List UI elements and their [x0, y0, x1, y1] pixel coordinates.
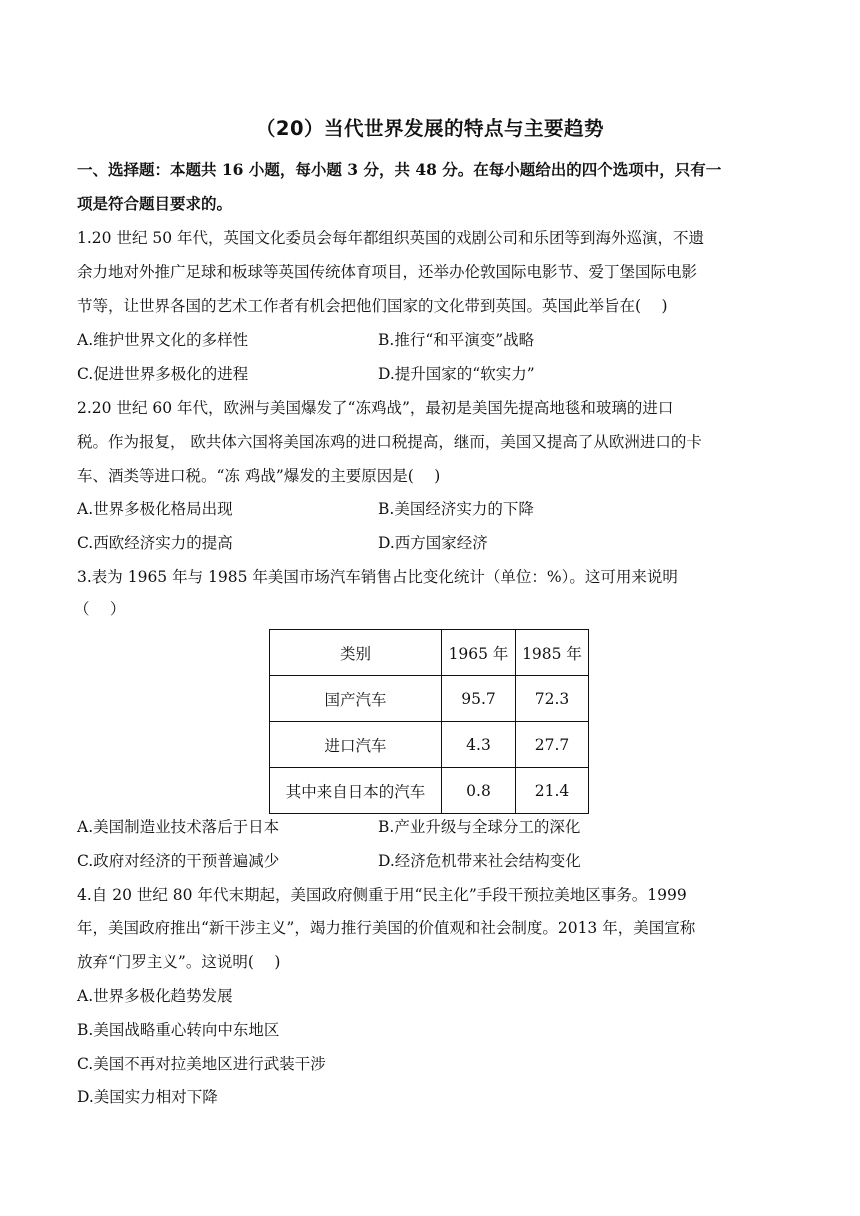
table-row [270, 768, 589, 814]
question-2-option-b[interactable]: B.美国经济实力的下降 [378, 500, 534, 518]
section-header-line-2: 项是符合题目要求的。 [77, 194, 233, 213]
question-2-option-a[interactable]: A.世界多极化格局出现 [77, 500, 233, 518]
question-2-options-row-2 [77, 533, 789, 553]
question-1-option-c[interactable]: C.促进世界多极化的进程 [77, 365, 249, 383]
question-2-options-row-1 [77, 499, 789, 519]
question-4-line-3: 放弃“门罗主义”。这说明( ) [77, 953, 281, 971]
table-cell: 国产汽车 [270, 676, 442, 722]
question-3-line-2: （ ） [74, 600, 126, 618]
section-header-line-1: 一、选择题：本题共 16 小题，每小题 3 分，共 48 分。在每小题给出的四个选项中，只有一 [77, 160, 722, 179]
question-3-option-c[interactable]: C.政府对经济的干预普遍减少 [77, 852, 280, 870]
table-header-cell: 1965 年 [442, 630, 516, 676]
table-cell: 4.3 [442, 722, 516, 768]
question-3-option-b[interactable]: B.产业升级与全球分工的深化 [378, 818, 581, 836]
question-4-option-b[interactable]: B.美国战略重心转向中东地区 [77, 1021, 280, 1039]
question-2-line-2: 税。作为报复， 欧共体六国将美国冻鸡的进口税提高，继而，美国又提高了从欧洲进口的卡 [77, 433, 702, 451]
table-cell: 95.7 [442, 676, 516, 722]
question-3-option-a[interactable]: A.美国制造业技术落后于日本 [77, 818, 280, 836]
table-cell: 21.4 [516, 768, 589, 814]
question-1-line-3: 节等，让世界各国的艺术工作者有机会把他们国家的文化带到英国。英国此举旨在( ) [77, 297, 668, 315]
table-row [270, 676, 589, 722]
question-4-option-c[interactable]: C.美国不再对拉美地区进行武装干涉 [77, 1055, 326, 1073]
question-2-option-c[interactable]: C.西欧经济实力的提高 [77, 534, 233, 552]
question-1-options-row-1 [77, 330, 789, 350]
table-cell: 27.7 [516, 722, 589, 768]
table-cell: 72.3 [516, 676, 589, 722]
table-row [270, 722, 589, 768]
table-header-cell: 1985 年 [516, 630, 589, 676]
question-3-options-row-2 [77, 851, 789, 871]
question-4-option-d[interactable]: D.美国实力相对下降 [77, 1088, 218, 1106]
question-2-option-d[interactable]: D.西方国家经济 [378, 534, 488, 552]
table-cell: 其中来自日本的汽车 [270, 768, 442, 814]
question-2-line-1: 2.20 世纪 60 年代，欧洲与美国爆发了“冻鸡战”，最初是美国先提高地毯和玻璃的进口 [77, 399, 674, 417]
question-3-line-1: 3.表为 1965 年与 1985 年美国市场汽车销售占比变化统计（单位：%）。这可用来说明 [77, 568, 678, 586]
page-title: （20）当代世界发展的特点与主要趋势 [255, 117, 605, 140]
question-1-option-d[interactable]: D.提升国家的“软实力” [378, 365, 535, 383]
table-header-cell: 类别 [270, 630, 442, 676]
question-2-line-3: 车、酒类等进口税。“冻 鸡战”爆发的主要原因是( ) [77, 467, 441, 485]
sales-share-table [269, 629, 589, 814]
question-1-option-b[interactable]: B.推行“和平演变”战略 [378, 331, 535, 349]
question-1-line-2: 余力地对外推广足球和板球等英国传统体育项目，还举办伦敦国际电影节、爱丁堡国际电影 [77, 263, 698, 281]
table-cell: 进口汽车 [270, 722, 442, 768]
table-header-row [270, 630, 589, 676]
table-cell: 0.8 [442, 768, 516, 814]
question-4-line-2: 年，美国政府推出“新干涉主义”，竭力推行美国的价值观和社会制度。2013 年，美国宣称 [77, 919, 696, 937]
question-3-option-d[interactable]: D.经济危机带来社会结构变化 [378, 852, 581, 870]
question-1-options-row-2 [77, 364, 789, 384]
question-1-option-a[interactable]: A.维护世界文化的多样性 [77, 331, 249, 349]
question-4-line-1: 4.自 20 世纪 80 年代末期起，美国政府侧重于用“民主化”手段干预拉美地区事务。1999 [77, 886, 687, 904]
question-1-line-1: 1.20 世纪 50 年代，英国文化委员会每年都组织英国的戏剧公司和乐团等到海外巡演，不遗 [77, 229, 705, 247]
question-3-options-row-1 [77, 817, 789, 837]
question-4-option-a[interactable]: A.世界多极化趋势发展 [77, 987, 233, 1005]
